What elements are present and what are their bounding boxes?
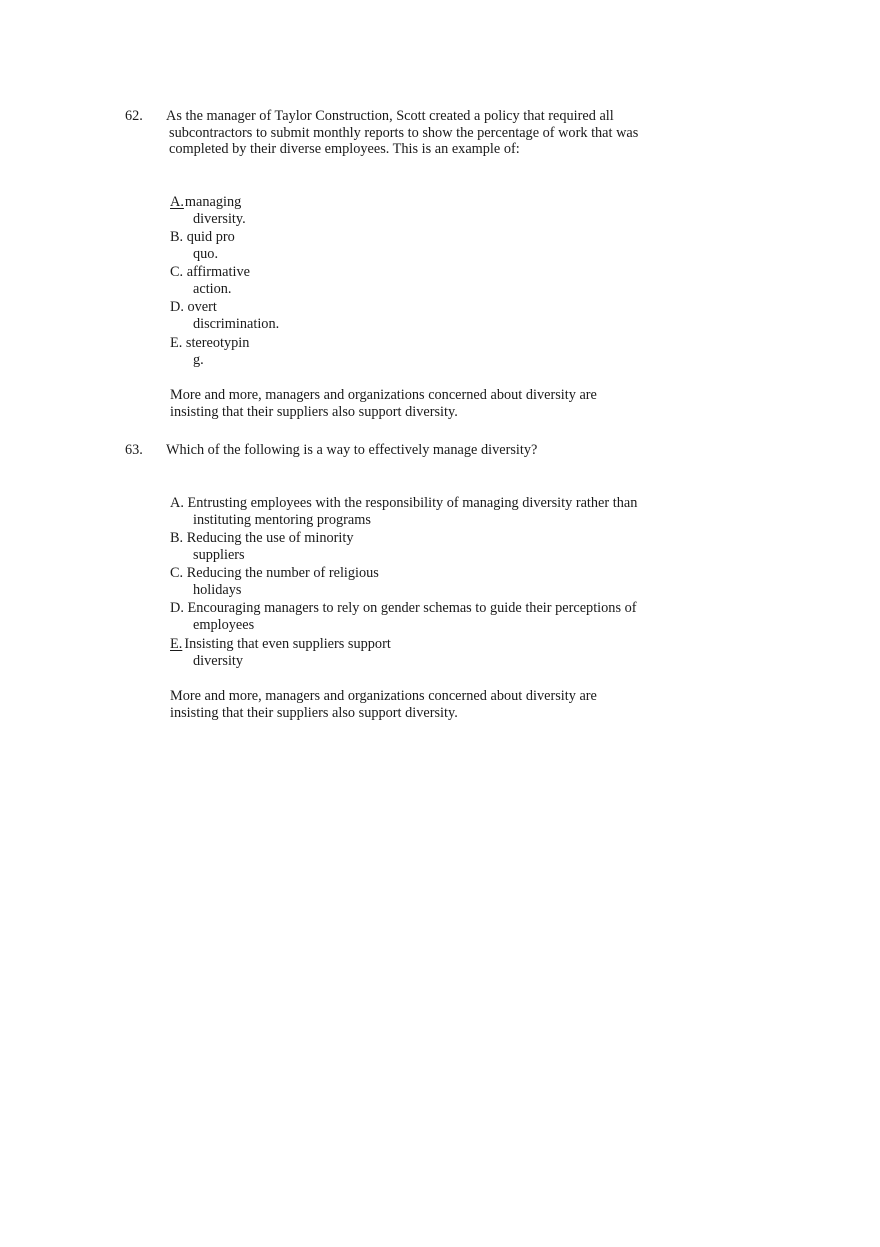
question-stem (166, 442, 656, 459)
option-text: overt (187, 299, 217, 315)
answer-explanation (170, 688, 597, 721)
answer-explanation (170, 387, 597, 420)
option-letter: C. (170, 264, 184, 280)
question-stem-line: As the manager of Taylor Construction, Scott created a policy that required all (166, 108, 614, 124)
explanation-line: insisting that their suppliers also support diversity. (170, 403, 458, 420)
answer-option-e (170, 636, 391, 669)
answer-option-d (170, 600, 637, 633)
option-letter: B. (170, 530, 184, 546)
option-text-continued: suppliers (193, 546, 245, 563)
option-text-continued: quo. (193, 245, 219, 262)
option-text-continued: holidays (193, 581, 242, 598)
option-letter: D. (170, 600, 184, 616)
option-text-continued: diversity. (193, 210, 246, 227)
option-text-continued: employees (193, 616, 255, 633)
explanation-line: More and more, managers and organizations concerned about diversity are (170, 387, 597, 403)
option-text: quid pro (186, 229, 235, 245)
option-letter: A. (170, 495, 184, 511)
answer-option-b (170, 530, 353, 563)
option-text: stereotypin (185, 335, 250, 351)
question-number: 62. (125, 108, 143, 124)
option-text-continued: diversity (193, 652, 244, 669)
question-stem-line: subcontractors to submit monthly reports to show the percentage of work that was (169, 124, 639, 141)
answer-option-a (170, 495, 637, 528)
question-stem-line: Which of the following is a way to effectively manage diversity? (166, 442, 538, 458)
question-number: 63. (125, 442, 143, 458)
option-text-continued: instituting mentoring programs (193, 511, 371, 528)
option-letter-correct: E. (170, 636, 183, 652)
question-stem-line: completed by their diverse employees. This is an example of: (169, 141, 520, 157)
option-letter: D. (170, 299, 184, 315)
option-text: managing (184, 194, 242, 210)
answer-option-c (170, 565, 379, 598)
option-text: Reducing the use of minority (186, 530, 354, 546)
explanation-line: More and more, managers and organizations concerned about diversity are (170, 688, 597, 704)
answer-option-e (170, 335, 249, 368)
explanation-line: insisting that their suppliers also support diversity. (170, 704, 458, 721)
option-letter: B. (170, 229, 184, 245)
option-text: Insisting that even suppliers support (184, 636, 391, 652)
option-letter: C. (170, 565, 184, 581)
answer-option-d (170, 299, 279, 332)
option-text-continued: g. (193, 351, 204, 368)
option-text: Encouraging managers to rely on gender schemas to guide their perceptions of (187, 600, 637, 616)
option-text: Entrusting employees with the responsibility of managing diversity rather than (187, 495, 638, 511)
option-letter: E. (170, 335, 183, 351)
option-text: Reducing the number of religious (186, 565, 379, 581)
option-text: affirmative (186, 264, 250, 280)
answer-option-b (170, 229, 235, 262)
option-text-continued: action. (193, 280, 232, 297)
answer-option-a (170, 194, 246, 227)
option-letter-correct: A. (170, 194, 184, 210)
option-text-continued: discrimination. (193, 315, 280, 332)
answer-option-c (170, 264, 250, 297)
question-stem (166, 108, 656, 158)
